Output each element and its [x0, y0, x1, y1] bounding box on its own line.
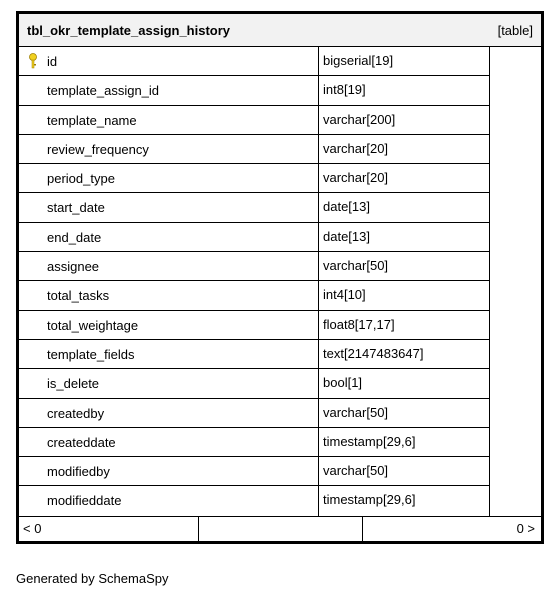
parents-count: 0 > — [516, 521, 535, 536]
column-type: varchar[50] — [323, 463, 389, 479]
table-footer — [19, 516, 541, 541]
footer-children-cell — [19, 517, 199, 541]
column-row — [19, 340, 490, 369]
table-entity — [16, 11, 544, 544]
column-type: int8[19] — [323, 82, 366, 98]
column-type-cell — [319, 281, 490, 309]
column-list — [19, 47, 490, 516]
column-row — [19, 135, 490, 164]
column-type: bigserial[19] — [323, 53, 394, 68]
footer-middle-cell — [199, 517, 363, 541]
column-type-cell — [319, 106, 490, 134]
column-name-cell — [19, 106, 319, 134]
column-type: date[13] — [323, 228, 370, 244]
column-name: id — [47, 54, 58, 69]
column-type-cell — [319, 135, 490, 163]
column-name-cell — [19, 486, 319, 515]
column-row — [19, 311, 490, 340]
column-row — [19, 106, 490, 135]
column-type: varchar[20] — [323, 140, 389, 156]
column-name-cell — [19, 399, 319, 427]
column-name: modifieddate — [47, 493, 122, 509]
column-type: date[13] — [323, 199, 370, 215]
column-name-cell — [19, 428, 319, 456]
column-type: int4[10] — [323, 287, 366, 303]
column-name-cell — [19, 340, 319, 368]
primary-key-icon — [28, 53, 38, 69]
column-row — [19, 47, 490, 76]
column-type-cell — [319, 428, 490, 456]
column-name-cell — [19, 135, 319, 163]
column-type-cell — [319, 457, 490, 485]
column-type-cell — [319, 223, 490, 251]
table-header — [19, 14, 541, 47]
table-name: tbl_okr_template_assign_history — [27, 23, 231, 38]
column-row — [19, 281, 490, 310]
column-type: bool[1] — [323, 375, 363, 391]
table-kind: [table] — [497, 23, 533, 38]
column-type-cell — [319, 164, 490, 192]
column-type: timestamp[29,6] — [323, 492, 416, 508]
column-row — [19, 252, 490, 281]
column-row — [19, 486, 490, 515]
column-type: varchar[200] — [323, 111, 396, 127]
column-type-cell — [319, 486, 490, 515]
column-name-cell — [19, 193, 319, 221]
column-name-cell — [19, 369, 319, 397]
children-count: < 0 — [23, 521, 42, 536]
column-name: is_delete — [47, 376, 100, 392]
column-row — [19, 369, 490, 398]
column-type: text[2147483647] — [323, 345, 424, 361]
column-name-cell — [19, 164, 319, 192]
column-name: period_type — [47, 171, 115, 187]
column-row — [19, 428, 490, 457]
column-name-cell — [19, 311, 319, 339]
column-row — [19, 164, 490, 193]
column-type-cell — [319, 252, 490, 280]
column-type-cell — [319, 193, 490, 221]
column-row — [19, 223, 490, 252]
column-name-cell — [19, 47, 319, 75]
column-name: review_frequency — [47, 141, 149, 157]
column-name: modifiedby — [47, 464, 110, 480]
column-name: start_date — [47, 200, 105, 216]
column-type: float8[17,17] — [323, 316, 395, 332]
column-name: total_tasks — [47, 288, 110, 304]
column-type-cell — [319, 76, 490, 104]
column-type: timestamp[29,6] — [323, 433, 416, 449]
column-name: total_weightage — [47, 317, 139, 333]
column-name-cell — [19, 223, 319, 251]
column-type-cell — [319, 340, 490, 368]
column-name-cell — [19, 252, 319, 280]
column-row — [19, 193, 490, 222]
column-type-cell — [319, 311, 490, 339]
column-row — [19, 457, 490, 486]
column-name-cell — [19, 76, 319, 104]
column-type: varchar[50] — [323, 258, 389, 274]
column-name: template_fields — [47, 346, 135, 362]
column-type: varchar[50] — [323, 404, 389, 420]
column-name: createddate — [47, 434, 116, 450]
column-name: template_assign_id — [47, 83, 160, 99]
column-type-cell — [319, 369, 490, 397]
column-name: end_date — [47, 229, 102, 245]
column-name: createdby — [47, 405, 105, 421]
column-type-cell — [319, 399, 490, 427]
column-name: template_name — [47, 112, 137, 128]
column-row — [19, 399, 490, 428]
column-type: varchar[20] — [323, 170, 389, 186]
column-name: assignee — [47, 259, 100, 275]
column-type-cell — [319, 47, 490, 75]
generated-by-text: Generated by SchemaSpy — [16, 571, 169, 586]
column-name-cell — [19, 281, 319, 309]
column-row — [19, 76, 490, 105]
column-name-cell — [19, 457, 319, 485]
